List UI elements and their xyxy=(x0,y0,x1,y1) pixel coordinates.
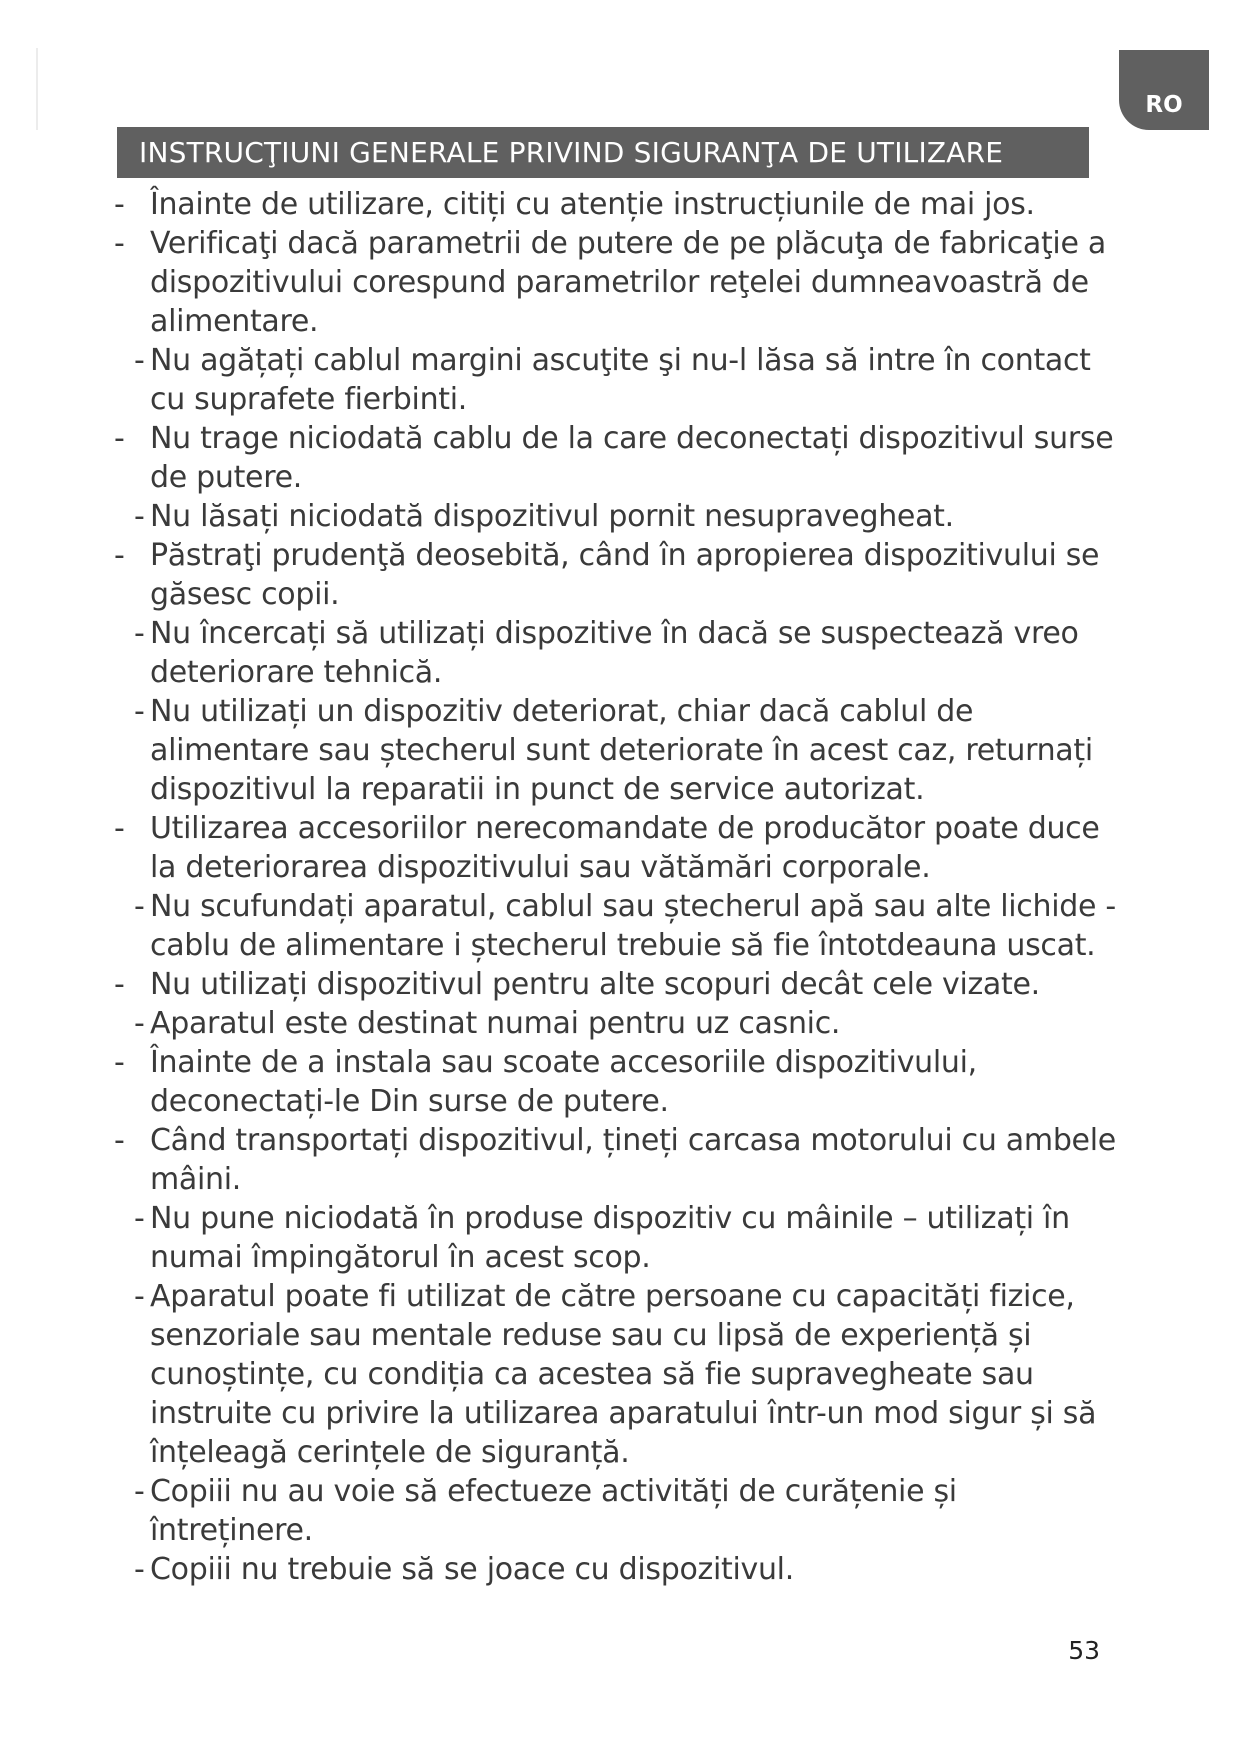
list-item-text: Nu utilizați dispozitivul pentru alte scopuri decât cele vizate. xyxy=(150,967,1040,1002)
list-item xyxy=(110,536,1120,614)
dash-bullet: - xyxy=(134,1006,145,1041)
language-tab: RO xyxy=(1119,50,1209,130)
dash-bullet: - xyxy=(114,187,125,222)
list-item-text: Copiii nu trebuie să se joace cu dispozitivul. xyxy=(150,1552,794,1587)
dash-bullet: - xyxy=(114,226,125,261)
dash-bullet: - xyxy=(134,889,145,924)
list-item-text: Când transportați dispozitivul, țineți carcasa motorului cu ambele mâini. xyxy=(150,1123,1116,1197)
list-item-text: Păstraţi prudenţă deosebită, când în apropierea dispozitivului se găsesc copii. xyxy=(150,538,1100,612)
dash-bullet: - xyxy=(114,538,125,573)
dash-bullet: - xyxy=(114,1123,125,1158)
section-header: INSTRUCŢIUNI GENERALE PRIVIND SIGURANŢA DE UTILIZARE xyxy=(117,127,1089,178)
list-item xyxy=(110,1199,1120,1277)
list-item-text: Nu încercați să utilizați dispozitive în dacă se suspectează vreo deteriorare tehnică. xyxy=(150,616,1079,690)
list-item xyxy=(110,1004,1120,1043)
dash-bullet: - xyxy=(134,343,145,378)
list-item xyxy=(110,1121,1120,1199)
page-number: 53 xyxy=(1068,1636,1100,1665)
dash-bullet: - xyxy=(114,967,125,1002)
dash-bullet: - xyxy=(114,811,125,846)
list-item-text: Nu trage niciodată cablu de la care deconectați dispozitivul surse de putere. xyxy=(150,421,1114,495)
list-item xyxy=(110,1277,1120,1472)
list-item-text: Utilizarea accesoriilor nerecomandate de producător poate duce la deteriorarea dispozitivului sau vătămări corporale. xyxy=(150,811,1100,885)
list-item xyxy=(110,224,1120,341)
list-item-text: Nu utilizați un dispozitiv deteriorat, chiar dacă cablul de alimentare sau ștecherul sunt deteriorate în acest caz, returnați dispozitivul la reparatii in punct de service autorizat. xyxy=(150,694,1093,807)
list-item xyxy=(110,887,1120,965)
list-item xyxy=(110,185,1120,224)
list-item xyxy=(110,614,1120,692)
dash-bullet: - xyxy=(134,1279,145,1314)
margin-mark xyxy=(36,48,38,130)
list-item-text: Aparatul poate fi utilizat de către persoane cu capacități fizice, senzoriale sau mentale reduse sau cu lipsă de experiență și cunoștințe, cu condiția ca acestea să fie supravegheate sau instruite cu privire la utilizarea aparatului într-un mod sigur și să înțeleagă cerințele de siguranță. xyxy=(150,1279,1097,1470)
list-item xyxy=(110,1043,1120,1121)
list-item xyxy=(110,419,1120,497)
dash-bullet: - xyxy=(134,499,145,534)
dash-bullet: - xyxy=(134,1474,145,1509)
list-item xyxy=(110,1472,1120,1550)
list-item-text: Copiii nu au voie să efectueze activități de curățenie și întreținere. xyxy=(150,1474,957,1548)
list-item xyxy=(110,692,1120,809)
list-item xyxy=(110,965,1120,1004)
dash-bullet: - xyxy=(134,616,145,651)
list-item-text: Aparatul este destinat numai pentru uz casnic. xyxy=(150,1006,841,1041)
dash-bullet: - xyxy=(134,1552,145,1587)
list-item xyxy=(110,809,1120,887)
dash-bullet: - xyxy=(114,421,125,456)
list-item-text: Nu pune niciodată în produse dispozitiv cu mâinile – utilizați în numai împingătorul în acest scop. xyxy=(150,1201,1070,1275)
list-item-text: Nu agățați cablul margini ascuţite şi nu-l lăsa să intre în contact cu suprafete fierbinti. xyxy=(150,343,1091,417)
list-item-text: Nu lăsați niciodată dispozitivul pornit nesupravegheat. xyxy=(150,499,954,534)
list-item xyxy=(110,497,1120,536)
list-item-text: Înainte de a instala sau scoate accesoriile dispozitivului, deconectați-le Din surse de putere. xyxy=(150,1045,977,1119)
safety-instructions-list xyxy=(110,185,1120,1589)
list-item xyxy=(110,341,1120,419)
dash-bullet: - xyxy=(134,1201,145,1236)
dash-bullet: - xyxy=(134,694,145,729)
list-item xyxy=(110,1550,1120,1589)
dash-bullet: - xyxy=(114,1045,125,1080)
list-item-text: Nu scufundați aparatul, cablul sau ștecherul apă sau alte lichide - cablu de alimentare i ștecherul trebuie să fie întotdeauna uscat. xyxy=(150,889,1116,963)
list-item-text: Verificaţi dacă parametrii de putere de pe plăcuţa de fabricaţie a dispozitivului corespund parametrilor reţelei dumneavoastră de alimentare. xyxy=(150,226,1106,339)
list-item-text: Înainte de utilizare, citiți cu atenție instrucțiunile de mai jos. xyxy=(150,187,1035,222)
